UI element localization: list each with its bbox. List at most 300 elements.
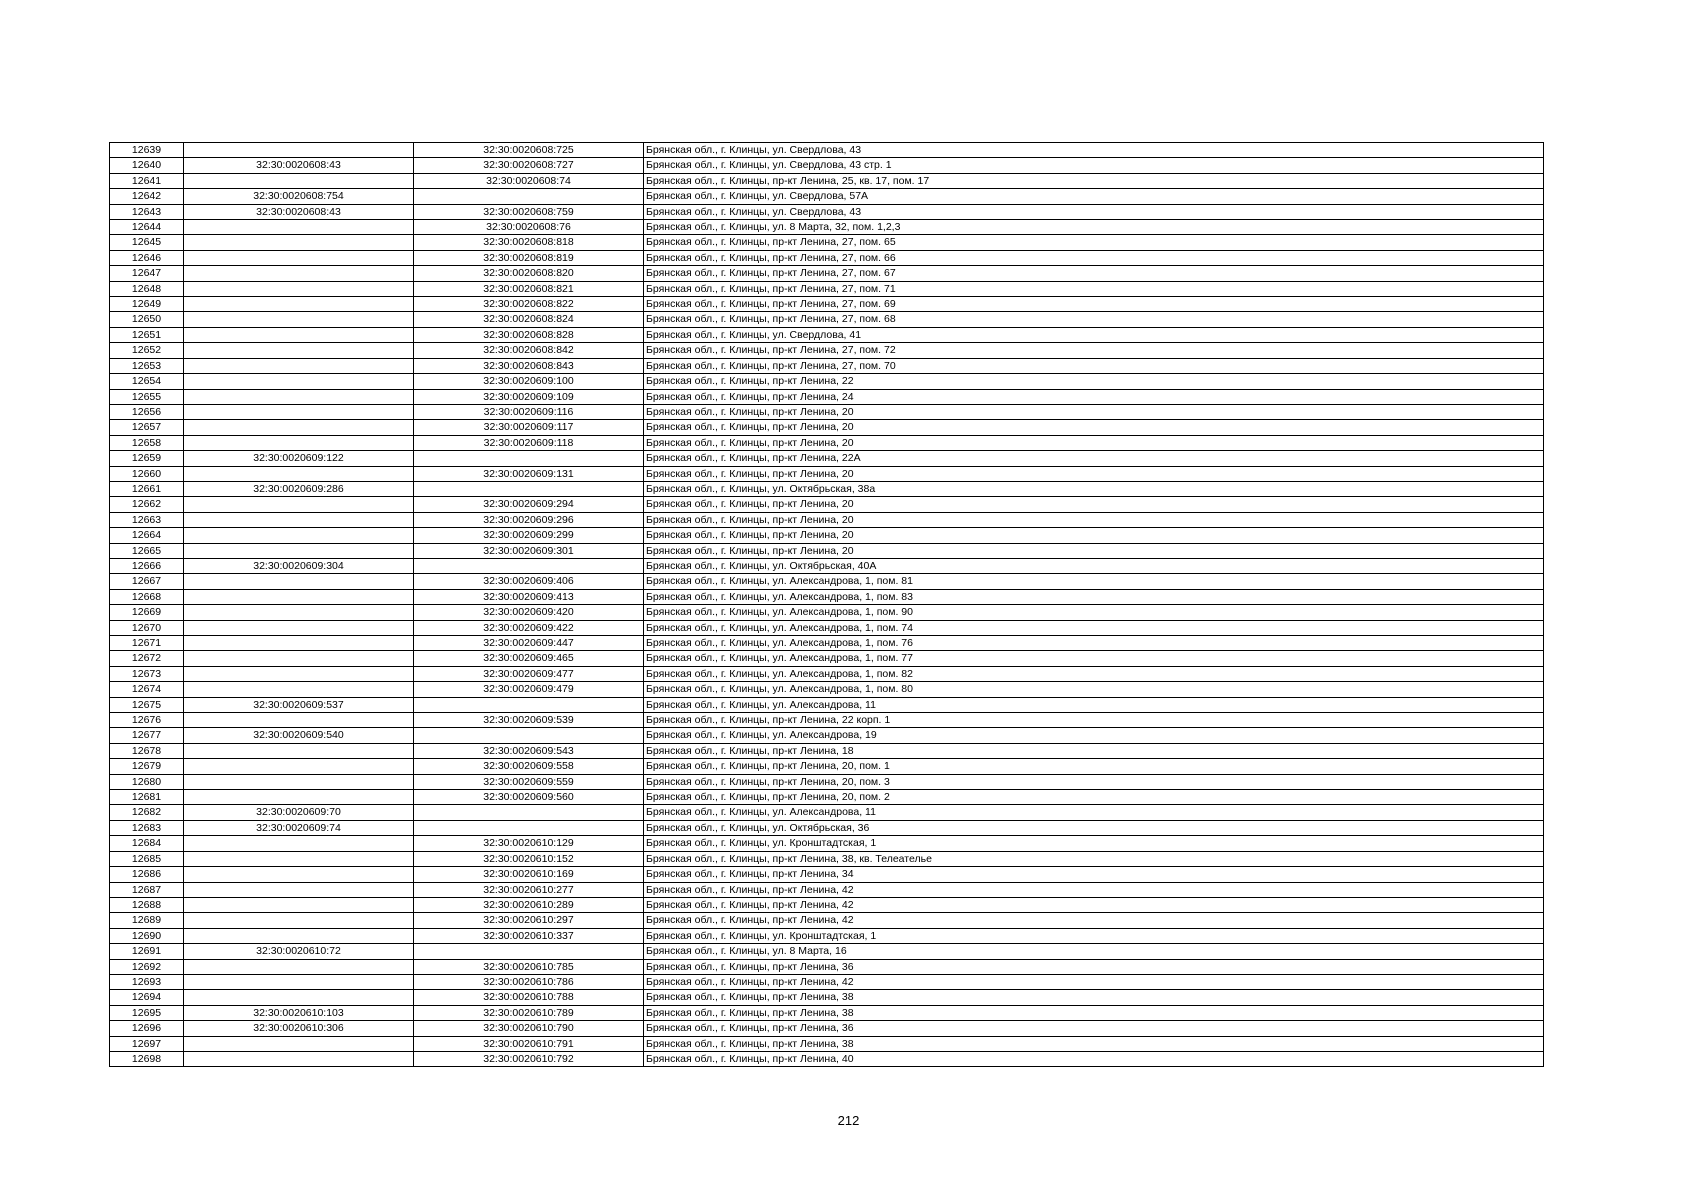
object-number-cell: 32:30:0020609:406: [414, 574, 644, 589]
object-number-cell: 32:30:0020608:74: [414, 173, 644, 188]
address-cell: Брянская обл., г. Клинцы, ул. Свердлова, 57А: [644, 189, 1544, 204]
address-cell: Брянская обл., г. Клинцы, пр-кт Ленина, 27, пом. 72: [644, 343, 1544, 358]
address-cell: Брянская обл., г. Клинцы, пр-кт Ленина, 42: [644, 913, 1544, 928]
table-row: [110, 820, 1544, 835]
parcel-number-cell: [184, 589, 414, 604]
address-cell: Брянская обл., г. Клинцы, пр-кт Ленина, 40: [644, 1051, 1544, 1066]
object-number-cell: 32:30:0020609:560: [414, 790, 644, 805]
row-number-cell: 12653: [110, 358, 184, 373]
parcel-number-cell: [184, 959, 414, 974]
parcel-number-cell: 32:30:0020608:754: [184, 189, 414, 204]
table-row: [110, 543, 1544, 558]
object-number-cell: 32:30:0020608:828: [414, 327, 644, 342]
address-cell: Брянская обл., г. Клинцы, пр-кт Ленина, 18: [644, 743, 1544, 758]
table-row: [110, 497, 1544, 512]
table-row: [110, 944, 1544, 959]
parcel-number-cell: 32:30:0020608:43: [184, 204, 414, 219]
table-row: [110, 759, 1544, 774]
parcel-number-cell: 32:30:0020610:72: [184, 944, 414, 959]
object-number-cell: 32:30:0020609:116: [414, 404, 644, 419]
address-cell: Брянская обл., г. Клинцы, пр-кт Ленина, 24: [644, 389, 1544, 404]
table-row: [110, 343, 1544, 358]
parcel-number-cell: [184, 497, 414, 512]
object-number-cell: [414, 558, 644, 573]
object-number-cell: 32:30:0020610:789: [414, 1005, 644, 1020]
row-number-cell: 12693: [110, 974, 184, 989]
row-number-cell: 12691: [110, 944, 184, 959]
object-number-cell: 32:30:0020609:118: [414, 435, 644, 450]
row-number-cell: 12694: [110, 990, 184, 1005]
parcel-number-cell: [184, 851, 414, 866]
row-number-cell: 12674: [110, 682, 184, 697]
row-number-cell: 12661: [110, 481, 184, 496]
address-cell: Брянская обл., г. Клинцы, пр-кт Ленина, 20: [644, 497, 1544, 512]
parcel-number-cell: [184, 404, 414, 419]
address-cell: Брянская обл., г. Клинцы, пр-кт Ленина, 36: [644, 1021, 1544, 1036]
table-row: [110, 558, 1544, 573]
object-number-cell: [414, 481, 644, 496]
address-cell: Брянская обл., г. Клинцы, ул. 8 Марта, 32, пом. 1,2,3: [644, 220, 1544, 235]
address-cell: Брянская обл., г. Клинцы, пр-кт Ленина, 38: [644, 1036, 1544, 1051]
object-number-cell: 32:30:0020608:822: [414, 297, 644, 312]
parcel-number-cell: 32:30:0020610:306: [184, 1021, 414, 1036]
address-cell: Брянская обл., г. Клинцы, ул. Кронштадтская, 1: [644, 928, 1544, 943]
table-row: [110, 220, 1544, 235]
address-cell: Брянская обл., г. Клинцы, ул. Свердлова, 43 стр. 1: [644, 158, 1544, 173]
row-number-cell: 12646: [110, 250, 184, 265]
table-row: [110, 481, 1544, 496]
row-number-cell: 12692: [110, 959, 184, 974]
table-row: [110, 651, 1544, 666]
object-number-cell: [414, 189, 644, 204]
object-number-cell: 32:30:0020608:843: [414, 358, 644, 373]
row-number-cell: 12657: [110, 420, 184, 435]
object-number-cell: 32:30:0020609:294: [414, 497, 644, 512]
parcel-number-cell: [184, 543, 414, 558]
parcel-number-cell: 32:30:0020609:286: [184, 481, 414, 496]
row-number-cell: 12679: [110, 759, 184, 774]
parcel-number-cell: [184, 235, 414, 250]
parcel-number-cell: [184, 143, 414, 158]
row-number-cell: 12697: [110, 1036, 184, 1051]
address-cell: Брянская обл., г. Клинцы, пр-кт Ленина, 36: [644, 959, 1544, 974]
parcel-number-cell: [184, 897, 414, 912]
address-cell: Брянская обл., г. Клинцы, ул. Свердлова, 41: [644, 327, 1544, 342]
page-number: 212: [837, 1113, 860, 1128]
address-cell: Брянская обл., г. Клинцы, ул. Октябрьская, 38а: [644, 481, 1544, 496]
row-number-cell: 12675: [110, 697, 184, 712]
row-number-cell: 12670: [110, 620, 184, 635]
row-number-cell: 12649: [110, 297, 184, 312]
object-number-cell: 32:30:0020608:819: [414, 250, 644, 265]
row-number-cell: 12660: [110, 466, 184, 481]
registry-table-body: [110, 143, 1544, 1067]
address-cell: Брянская обл., г. Клинцы, ул. Александрова, 1, пом. 77: [644, 651, 1544, 666]
table-row: [110, 173, 1544, 188]
row-number-cell: 12648: [110, 281, 184, 296]
table-row: [110, 928, 1544, 943]
parcel-number-cell: [184, 343, 414, 358]
parcel-number-cell: [184, 1051, 414, 1066]
table-row: [110, 528, 1544, 543]
address-cell: Брянская обл., г. Клинцы, пр-кт Ленина, 20, пом. 3: [644, 774, 1544, 789]
row-number-cell: 12663: [110, 512, 184, 527]
table-row: [110, 790, 1544, 805]
table-row: [110, 805, 1544, 820]
address-cell: Брянская обл., г. Клинцы, пр-кт Ленина, 27, пом. 66: [644, 250, 1544, 265]
object-number-cell: [414, 944, 644, 959]
row-number-cell: 12656: [110, 404, 184, 419]
address-cell: Брянская обл., г. Клинцы, ул. Кронштадтская, 1: [644, 836, 1544, 851]
table-row: [110, 189, 1544, 204]
object-number-cell: 32:30:0020608:824: [414, 312, 644, 327]
address-cell: Брянская обл., г. Клинцы, пр-кт Ленина, 20: [644, 435, 1544, 450]
row-number-cell: 12639: [110, 143, 184, 158]
row-number-cell: 12687: [110, 882, 184, 897]
object-number-cell: 32:30:0020609:422: [414, 620, 644, 635]
address-cell: Брянская обл., г. Клинцы, ул. Александрова, 1, пом. 81: [644, 574, 1544, 589]
row-number-cell: 12662: [110, 497, 184, 512]
table-row: [110, 235, 1544, 250]
object-number-cell: 32:30:0020610:792: [414, 1051, 644, 1066]
table-row: [110, 1005, 1544, 1020]
object-number-cell: 32:30:0020609:543: [414, 743, 644, 758]
row-number-cell: 12667: [110, 574, 184, 589]
object-number-cell: 32:30:0020608:725: [414, 143, 644, 158]
table-row: [110, 605, 1544, 620]
row-number-cell: 12642: [110, 189, 184, 204]
address-cell: Брянская обл., г. Клинцы, ул. Александрова, 1, пом. 76: [644, 636, 1544, 651]
address-cell: Брянская обл., г. Клинцы, пр-кт Ленина, 27, пом. 70: [644, 358, 1544, 373]
object-number-cell: 32:30:0020610:788: [414, 990, 644, 1005]
address-cell: Брянская обл., г. Клинцы, пр-кт Ленина, 42: [644, 882, 1544, 897]
address-cell: Брянская обл., г. Клинцы, пр-кт Ленина, 22: [644, 374, 1544, 389]
table-row: [110, 327, 1544, 342]
table-row: [110, 435, 1544, 450]
table-row: [110, 728, 1544, 743]
object-number-cell: 32:30:0020609:296: [414, 512, 644, 527]
address-cell: Брянская обл., г. Клинцы, ул. Александрова, 11: [644, 697, 1544, 712]
row-number-cell: 12651: [110, 327, 184, 342]
parcel-number-cell: [184, 605, 414, 620]
parcel-number-cell: [184, 790, 414, 805]
parcel-number-cell: 32:30:0020609:540: [184, 728, 414, 743]
table-row: [110, 774, 1544, 789]
address-cell: Брянская обл., г. Клинцы, пр-кт Ленина, 42: [644, 897, 1544, 912]
table-row: [110, 974, 1544, 989]
object-number-cell: 32:30:0020609:477: [414, 666, 644, 681]
row-number-cell: 12658: [110, 435, 184, 450]
object-number-cell: 32:30:0020609:299: [414, 528, 644, 543]
table-row: [110, 466, 1544, 481]
parcel-number-cell: [184, 713, 414, 728]
address-cell: Брянская обл., г. Клинцы, пр-кт Ленина, 22А: [644, 451, 1544, 466]
parcel-number-cell: 32:30:0020609:70: [184, 805, 414, 820]
object-number-cell: [414, 697, 644, 712]
table-row: [110, 574, 1544, 589]
table-row: [110, 374, 1544, 389]
parcel-number-cell: [184, 836, 414, 851]
object-number-cell: 32:30:0020609:539: [414, 713, 644, 728]
table-row: [110, 420, 1544, 435]
row-number-cell: 12681: [110, 790, 184, 805]
row-number-cell: 12644: [110, 220, 184, 235]
address-cell: Брянская обл., г. Клинцы, ул. 8 Марта, 16: [644, 944, 1544, 959]
address-cell: Брянская обл., г. Клинцы, ул. Александрова, 1, пом. 83: [644, 589, 1544, 604]
table-row: [110, 512, 1544, 527]
address-cell: Брянская обл., г. Клинцы, ул. Александрова, 19: [644, 728, 1544, 743]
table-row: [110, 312, 1544, 327]
address-cell: Брянская обл., г. Клинцы, пр-кт Ленина, 38: [644, 1005, 1544, 1020]
table-row: [110, 389, 1544, 404]
row-number-cell: 12688: [110, 897, 184, 912]
object-number-cell: 32:30:0020609:413: [414, 589, 644, 604]
object-number-cell: [414, 451, 644, 466]
object-number-cell: 32:30:0020610:297: [414, 913, 644, 928]
row-number-cell: 12698: [110, 1051, 184, 1066]
object-number-cell: 32:30:0020608:759: [414, 204, 644, 219]
table-row: [110, 620, 1544, 635]
object-number-cell: 32:30:0020608:727: [414, 158, 644, 173]
object-number-cell: 32:30:0020610:169: [414, 867, 644, 882]
address-cell: Брянская обл., г. Клинцы, пр-кт Ленина, 20: [644, 543, 1544, 558]
row-number-cell: 12666: [110, 558, 184, 573]
parcel-number-cell: [184, 620, 414, 635]
object-number-cell: [414, 805, 644, 820]
object-number-cell: [414, 728, 644, 743]
row-number-cell: 12641: [110, 173, 184, 188]
address-cell: Брянская обл., г. Клинцы, ул. Октябрьская, 40А: [644, 558, 1544, 573]
parcel-number-cell: [184, 358, 414, 373]
parcel-number-cell: [184, 682, 414, 697]
address-cell: Брянская обл., г. Клинцы, пр-кт Ленина, 20: [644, 512, 1544, 527]
object-number-cell: 32:30:0020609:100: [414, 374, 644, 389]
table-row: [110, 158, 1544, 173]
row-number-cell: 12686: [110, 867, 184, 882]
object-number-cell: 32:30:0020610:289: [414, 897, 644, 912]
parcel-number-cell: [184, 297, 414, 312]
parcel-number-cell: [184, 266, 414, 281]
address-cell: Брянская обл., г. Клинцы, пр-кт Ленина, 27, пом. 69: [644, 297, 1544, 312]
parcel-number-cell: [184, 666, 414, 681]
table-row: [110, 358, 1544, 373]
row-number-cell: 12668: [110, 589, 184, 604]
row-number-cell: 12676: [110, 713, 184, 728]
table-row: [110, 682, 1544, 697]
table-row: [110, 913, 1544, 928]
address-cell: Брянская обл., г. Клинцы, ул. Свердлова, 43: [644, 143, 1544, 158]
address-cell: Брянская обл., г. Клинцы, пр-кт Ленина, 25, кв. 17, пом. 17: [644, 173, 1544, 188]
row-number-cell: 12669: [110, 605, 184, 620]
table-row: [110, 697, 1544, 712]
object-number-cell: 32:30:0020610:785: [414, 959, 644, 974]
parcel-number-cell: [184, 774, 414, 789]
object-number-cell: 32:30:0020609:447: [414, 636, 644, 651]
object-number-cell: 32:30:0020610:786: [414, 974, 644, 989]
table-row: [110, 636, 1544, 651]
parcel-number-cell: [184, 882, 414, 897]
object-number-cell: 32:30:0020608:842: [414, 343, 644, 358]
row-number-cell: 12647: [110, 266, 184, 281]
row-number-cell: 12664: [110, 528, 184, 543]
address-cell: Брянская обл., г. Клинцы, пр-кт Ленина, 20, пом. 2: [644, 790, 1544, 805]
table-row: [110, 713, 1544, 728]
row-number-cell: 12689: [110, 913, 184, 928]
object-number-cell: 32:30:0020610:152: [414, 851, 644, 866]
address-cell: Брянская обл., г. Клинцы, пр-кт Ленина, 27, пом. 67: [644, 266, 1544, 281]
address-cell: Брянская обл., г. Клинцы, пр-кт Ленина, 27, пом. 65: [644, 235, 1544, 250]
address-cell: Брянская обл., г. Клинцы, пр-кт Ленина, 34: [644, 867, 1544, 882]
table-row: [110, 1036, 1544, 1051]
parcel-number-cell: 32:30:0020609:74: [184, 820, 414, 835]
address-cell: Брянская обл., г. Клинцы, пр-кт Ленина, 38, кв. Телеателье: [644, 851, 1544, 866]
address-cell: Брянская обл., г. Клинцы, пр-кт Ленина, 20: [644, 420, 1544, 435]
table-row: [110, 266, 1544, 281]
row-number-cell: 12640: [110, 158, 184, 173]
object-number-cell: 32:30:0020608:820: [414, 266, 644, 281]
row-number-cell: 12672: [110, 651, 184, 666]
address-cell: Брянская обл., г. Клинцы, пр-кт Ленина, 20: [644, 404, 1544, 419]
row-number-cell: 12690: [110, 928, 184, 943]
address-cell: Брянская обл., г. Клинцы, ул. Александрова, 1, пом. 82: [644, 666, 1544, 681]
address-cell: Брянская обл., г. Клинцы, пр-кт Ленина, 20: [644, 466, 1544, 481]
row-number-cell: 12695: [110, 1005, 184, 1020]
row-number-cell: 12643: [110, 204, 184, 219]
registry-table: [109, 142, 1544, 1067]
table-row: [110, 143, 1544, 158]
row-number-cell: 12671: [110, 636, 184, 651]
row-number-cell: 12652: [110, 343, 184, 358]
parcel-number-cell: [184, 512, 414, 527]
object-number-cell: 32:30:0020608:821: [414, 281, 644, 296]
object-number-cell: 32:30:0020609:117: [414, 420, 644, 435]
object-number-cell: 32:30:0020609:479: [414, 682, 644, 697]
object-number-cell: 32:30:0020610:277: [414, 882, 644, 897]
object-number-cell: 32:30:0020610:791: [414, 1036, 644, 1051]
object-number-cell: 32:30:0020609:420: [414, 605, 644, 620]
row-number-cell: 12682: [110, 805, 184, 820]
address-cell: Брянская обл., г. Клинцы, пр-кт Ленина, 20, пом. 1: [644, 759, 1544, 774]
address-cell: Брянская обл., г. Клинцы, ул. Александрова, 1, пом. 90: [644, 605, 1544, 620]
row-number-cell: 12680: [110, 774, 184, 789]
table-row: [110, 1051, 1544, 1066]
parcel-number-cell: [184, 867, 414, 882]
object-number-cell: 32:30:0020609:301: [414, 543, 644, 558]
row-number-cell: 12655: [110, 389, 184, 404]
address-cell: Брянская обл., г. Клинцы, ул. Октябрьская, 36: [644, 820, 1544, 835]
row-number-cell: 12650: [110, 312, 184, 327]
parcel-number-cell: 32:30:0020610:103: [184, 1005, 414, 1020]
object-number-cell: 32:30:0020609:109: [414, 389, 644, 404]
table-row: [110, 666, 1544, 681]
table-row: [110, 589, 1544, 604]
row-number-cell: 12673: [110, 666, 184, 681]
address-cell: Брянская обл., г. Клинцы, пр-кт Ленина, 27, пом. 71: [644, 281, 1544, 296]
address-cell: Брянская обл., г. Клинцы, ул. Александрова, 1, пом. 74: [644, 620, 1544, 635]
parcel-number-cell: [184, 389, 414, 404]
table-row: [110, 897, 1544, 912]
parcel-number-cell: [184, 759, 414, 774]
table-row: [110, 297, 1544, 312]
table-row: [110, 851, 1544, 866]
table-row: [110, 990, 1544, 1005]
address-cell: Брянская обл., г. Клинцы, пр-кт Ленина, 42: [644, 974, 1544, 989]
table-row: [110, 1021, 1544, 1036]
parcel-number-cell: [184, 312, 414, 327]
address-cell: Брянская обл., г. Клинцы, пр-кт Ленина, 38: [644, 990, 1544, 1005]
row-number-cell: 12678: [110, 743, 184, 758]
address-cell: Брянская обл., г. Клинцы, ул. Александрова, 1, пом. 80: [644, 682, 1544, 697]
parcel-number-cell: 32:30:0020609:537: [184, 697, 414, 712]
parcel-number-cell: [184, 420, 414, 435]
table-row: [110, 451, 1544, 466]
parcel-number-cell: [184, 528, 414, 543]
parcel-number-cell: [184, 466, 414, 481]
row-number-cell: 12654: [110, 374, 184, 389]
table-row: [110, 836, 1544, 851]
table-row: [110, 281, 1544, 296]
address-cell: Брянская обл., г. Клинцы, ул. Александрова, 11: [644, 805, 1544, 820]
object-number-cell: [414, 820, 644, 835]
parcel-number-cell: [184, 990, 414, 1005]
table-row: [110, 250, 1544, 265]
table-row: [110, 882, 1544, 897]
object-number-cell: 32:30:0020610:790: [414, 1021, 644, 1036]
parcel-number-cell: [184, 636, 414, 651]
parcel-number-cell: [184, 327, 414, 342]
object-number-cell: 32:30:0020609:558: [414, 759, 644, 774]
row-number-cell: 12685: [110, 851, 184, 866]
table-row: [110, 404, 1544, 419]
object-number-cell: 32:30:0020609:465: [414, 651, 644, 666]
row-number-cell: 12683: [110, 820, 184, 835]
table-row: [110, 743, 1544, 758]
parcel-number-cell: 32:30:0020609:304: [184, 558, 414, 573]
parcel-number-cell: [184, 743, 414, 758]
row-number-cell: 12696: [110, 1021, 184, 1036]
row-number-cell: 12645: [110, 235, 184, 250]
object-number-cell: 32:30:0020610:129: [414, 836, 644, 851]
parcel-number-cell: [184, 1036, 414, 1051]
parcel-number-cell: [184, 928, 414, 943]
parcel-number-cell: [184, 250, 414, 265]
table-row: [110, 959, 1544, 974]
address-cell: Брянская обл., г. Клинцы, пр-кт Ленина, 22 корп. 1: [644, 713, 1544, 728]
object-number-cell: 32:30:0020608:818: [414, 235, 644, 250]
object-number-cell: 32:30:0020609:131: [414, 466, 644, 481]
parcel-number-cell: [184, 173, 414, 188]
address-cell: Брянская обл., г. Клинцы, ул. Свердлова, 43: [644, 204, 1544, 219]
parcel-number-cell: [184, 374, 414, 389]
parcel-number-cell: [184, 913, 414, 928]
parcel-number-cell: [184, 651, 414, 666]
parcel-number-cell: [184, 574, 414, 589]
address-cell: Брянская обл., г. Клинцы, пр-кт Ленина, 27, пом. 68: [644, 312, 1544, 327]
parcel-number-cell: 32:30:0020608:43: [184, 158, 414, 173]
table-row: [110, 204, 1544, 219]
parcel-number-cell: [184, 974, 414, 989]
row-number-cell: 12665: [110, 543, 184, 558]
row-number-cell: 12677: [110, 728, 184, 743]
object-number-cell: 32:30:0020609:559: [414, 774, 644, 789]
parcel-number-cell: [184, 220, 414, 235]
parcel-number-cell: [184, 281, 414, 296]
object-number-cell: 32:30:0020608:76: [414, 220, 644, 235]
parcel-number-cell: 32:30:0020609:122: [184, 451, 414, 466]
table-row: [110, 867, 1544, 882]
row-number-cell: 12659: [110, 451, 184, 466]
row-number-cell: 12684: [110, 836, 184, 851]
